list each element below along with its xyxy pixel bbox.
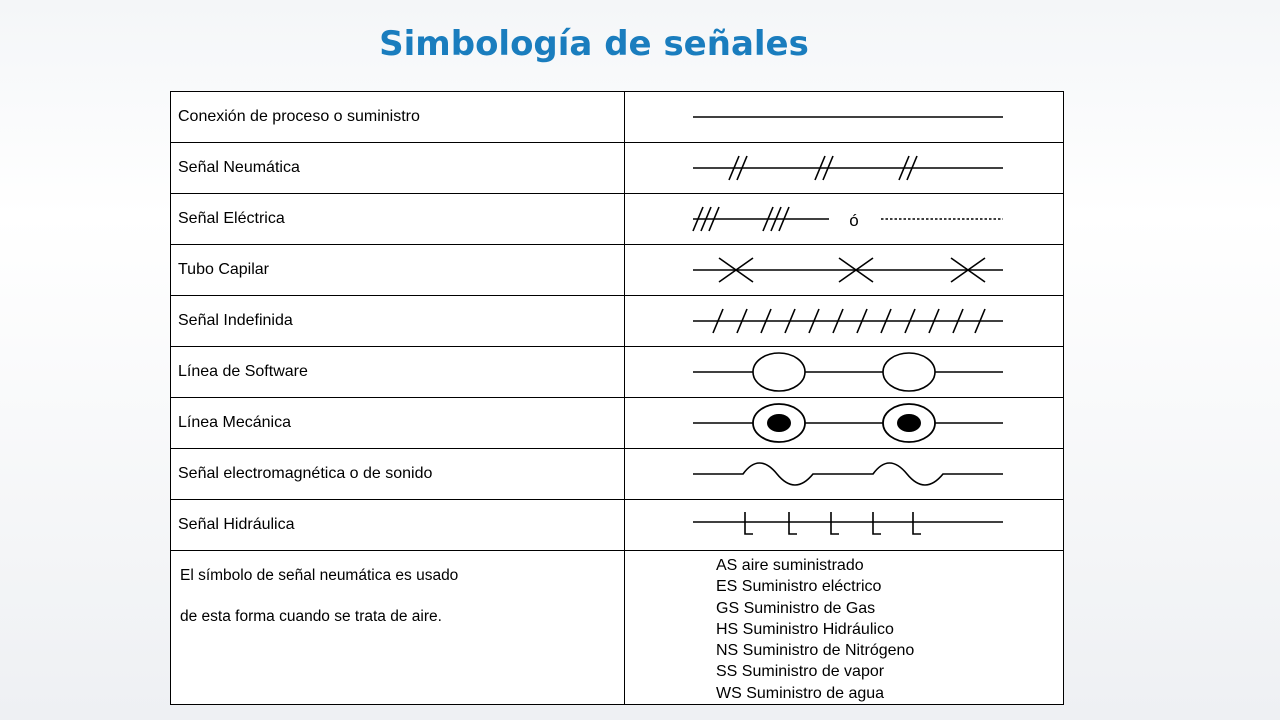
supply-codes-cell bbox=[625, 551, 1064, 705]
pneumatic-signal-symbol bbox=[625, 143, 1071, 193]
note-cell bbox=[171, 551, 625, 705]
table-row bbox=[171, 347, 1064, 398]
symbol-cell bbox=[625, 194, 1064, 245]
note-line: El símbolo de señal neumática es usado bbox=[180, 567, 459, 584]
row-label: Señal Indefinida bbox=[171, 296, 625, 347]
or-text: ó bbox=[849, 211, 859, 230]
row-label: Señal electromagnética o de sonido bbox=[171, 449, 625, 500]
hydraulic-signal-symbol bbox=[625, 500, 1071, 550]
row-label: Tubo Capilar bbox=[171, 245, 625, 296]
software-line-symbol bbox=[625, 347, 1071, 397]
table-row bbox=[171, 398, 1064, 449]
process-connection-symbol bbox=[625, 92, 1071, 142]
table-row bbox=[171, 92, 1064, 143]
table-row bbox=[171, 245, 1064, 296]
row-label: Señal Hidráulica bbox=[171, 500, 625, 551]
undefined-signal-symbol bbox=[625, 296, 1071, 346]
electric-signal-symbol bbox=[625, 194, 1071, 244]
row-label: Línea Mecánica bbox=[171, 398, 625, 449]
symbol-cell bbox=[625, 143, 1064, 194]
row-label: Señal Neumática bbox=[171, 143, 625, 194]
notes-row bbox=[171, 551, 1064, 705]
slide-title: Simbología de señales bbox=[379, 24, 809, 64]
supply-code-item: HS Suministro Hidráulico bbox=[716, 620, 894, 638]
row-label: Línea de Software bbox=[171, 347, 625, 398]
electromagnetic-signal-symbol bbox=[625, 449, 1071, 499]
table-row bbox=[171, 500, 1064, 551]
table-row bbox=[171, 194, 1064, 245]
supply-code-item: WS Suministro de agua bbox=[716, 684, 885, 702]
supply-code-item: SS Suministro de vapor bbox=[716, 663, 885, 681]
table-row bbox=[171, 449, 1064, 500]
symbol-cell bbox=[625, 347, 1064, 398]
symbol-cell bbox=[625, 398, 1064, 449]
signal-symbol-table bbox=[170, 91, 1064, 705]
supply-code-item: NS Suministro de Nitrógeno bbox=[716, 642, 915, 660]
symbol-cell bbox=[625, 245, 1064, 296]
supply-code-item: GS Suministro de Gas bbox=[716, 599, 876, 617]
row-label: Conexión de proceso o suministro bbox=[171, 92, 625, 143]
mechanical-line-symbol bbox=[625, 398, 1071, 448]
symbol-cell bbox=[625, 449, 1064, 500]
note-line: de esta forma cuando se trata de aire. bbox=[180, 607, 442, 625]
table-row bbox=[171, 296, 1064, 347]
symbol-cell bbox=[625, 296, 1064, 347]
row-label: Señal Eléctrica bbox=[171, 194, 625, 245]
supply-code-item: ES Suministro eléctrico bbox=[716, 578, 882, 596]
supply-code-item: AS aire suministrado bbox=[716, 557, 864, 574]
capillary-tube-symbol bbox=[625, 245, 1071, 295]
table-row bbox=[171, 143, 1064, 194]
symbol-cell bbox=[625, 500, 1064, 551]
symbol-cell bbox=[625, 92, 1064, 143]
